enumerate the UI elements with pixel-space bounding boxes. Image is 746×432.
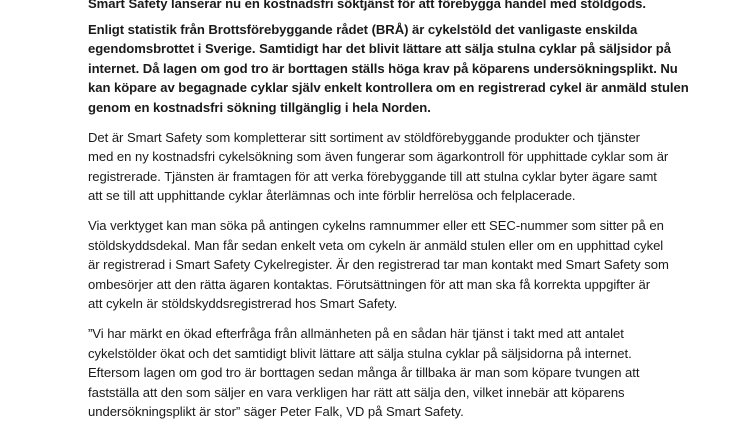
text-line: cykelstölder ökat och det samtidigt blivit lättare att sälja stulna cyklar på säljsidorna på internet. [88, 345, 632, 361]
text-line: att cykeln är stöldskyddsregistrerad hos Smart Safety. [88, 296, 398, 312]
body-paragraph-search-tool [88, 216, 669, 314]
text-line: Eftersom lagen om god tro är borttagen sedan många år tillbaka är man som köpare tvungen att [88, 365, 640, 381]
text-line: Via verktyget kan man söka på antingen cykelns ramnummer eller ett SEC-nummer som sitter på en [88, 217, 664, 233]
text-line: ombesörjer att den rätta ägaren kontaktas. Förutsättningen för att man ska få korrekta uppgifter är [88, 276, 651, 292]
quote-paragraph [88, 324, 660, 422]
text-line: med en ny kostnadsfri cykelsökning som även fungerar som ägarkontroll för upphittade cyklar som är [88, 149, 669, 165]
intro-headline [88, 0, 660, 14]
text-line: genom en kostnadsfri sökning tillgänglig i hela Norden. [88, 99, 431, 115]
text-line: Enligt statistik från Brottsförebyggande rådet (BRÅ) är cykelstöld det vanligaste enskilda [88, 21, 638, 37]
text-line: fastställa att den som säljer en vara verkligen har rätt att sälja den, vilket innebär att köparens [88, 384, 625, 400]
body-paragraph-service [88, 128, 669, 206]
text-line: internet. Då lagen om god tro är borttagen ställs höga krav på köparens undersökningsplikt. Nu [88, 60, 678, 76]
text-line: ”Vi har märkt en ökad efterfråga från allmänheten på en sådan här tjänst i takt med att antalet [88, 325, 624, 341]
lead-paragraph [88, 20, 689, 118]
text-line: undersökningsplikt är stor” säger Peter Falk, VD på Smart Safety. [88, 404, 464, 420]
text-line: Det är Smart Safety som kompletterar sitt sortiment av stöldförebyggande produkter och tjänster [88, 129, 640, 145]
document-page [88, 0, 689, 432]
text-line: stöldskyddsdekal. Man får sedan enkelt veta om cykeln är anmäld stulen eller om en upphittad cykel [88, 237, 664, 253]
text-line: är registrerad i Smart Safety Cykelregister. Är den registrerad tar man kontakt med Smart Safety som [88, 257, 669, 273]
text-line: egendomsbrottet i Sverige. Samtidigt har det blivit lättare att sälja stulna cyklar på säljsidor på [88, 41, 671, 57]
text-line: registrerade. Tjänsten är framtagen för att verka förebyggande till att stulna cyklar byter ägare samt [88, 168, 657, 184]
text-line: att se till att upphittande cyklar återlämnas och inte förblir herrelösa och felplacerade. [88, 188, 576, 204]
text-line: kan köpare av begagnade cyklar själv enkelt kontrollera om en registrerad cykel är anmäld stulen [88, 80, 689, 96]
text-line: Smart Safety lanserar nu en kostnadsfri söktjänst för att förebygga handel med stöldgods. [88, 0, 646, 11]
